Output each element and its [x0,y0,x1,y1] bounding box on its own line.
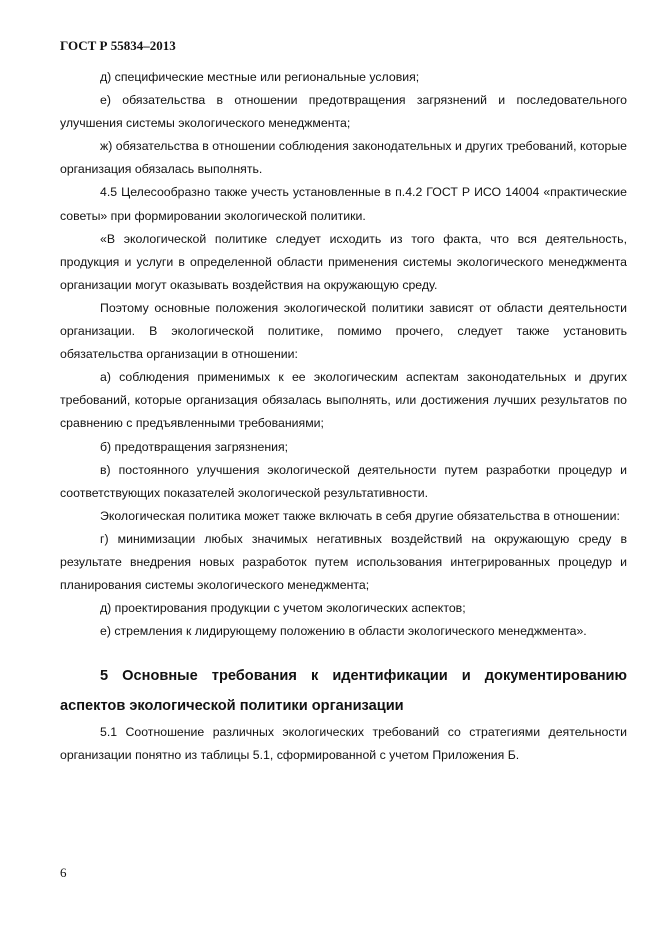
paragraph-item-d2: д) проектирования продукции с учетом экологических аспектов; [100,601,466,616]
paragraph-item-v: в) постоянного улучшения экологической деятельности путем разработки процедур и соответствующих показателей экологической результативности. [60,462,627,500]
paragraph-item-d: д) специфические местные или региональные условия; [100,70,420,84]
paragraph-item-zh: ж) обязательства в отношении соблюдения законодательных и других требований, которые организация обязалась выполнять. [60,139,627,177]
paragraph-clause-4-5: 4.5 Целесообразно также учесть установленные в п.4.2 ГОСТ Р ИСО 14004 «практические советы» при формировании экологической политики. [60,185,627,223]
paragraph-clause-5-1: 5.1 Соотношение различных экологических требований со стратегиями деятельности организации понятно из таблицы 5.1, сформированной с учетом Приложения Б. [60,725,627,763]
page-number: 6 [60,865,67,880]
paragraph-item-e: е) обязательства в отношении предотвращения загрязнений и последовательного улучшения системы экологического менеджмента; [60,93,627,131]
document-code-header: ГОСТ Р 55834–2013 [60,38,176,53]
section-5-heading: 5 Основные требования к идентификации и документированию аспектов экологической политики организации [60,668,627,715]
paragraph-item-g: г) минимизации любых значимых негативных воздействий на окружающую среду в результате внедрения новых разработок путем использования интегрированных процедур и планирования системы экологического менеджмента; [60,531,627,593]
paragraph-item-b: б) предотвращения загрязнения; [100,439,289,454]
document-body [60,66,627,768]
paragraph-policy-provisions: Поэтому основные положения экологической политики зависят от области деятельности организации. В экологической политике, помимо прочего, следует также установить обязательства организации в отношении: [60,300,627,362]
paragraph-item-a: а) соблюдения применимых к ее экологическим аспектам законодательных и других требований, которые организация обязалась выполнять, или достижения лучших результатов по сравнению с предъявленными требованиями; [60,370,627,431]
paragraph-other-obligations: Экологическая политика может также включать в себя другие обязательства в отношении: [100,508,620,523]
paragraph-item-e2: е) стремления к лидирующему положению в области экологического менеджмента». [100,624,587,639]
paragraph-quote-intro: «В экологической политике следует исходить из того факта, что вся деятельность, продукция и услуги в определенной области применения системы экологического менеджмента организации могут оказывать воздействия на окружающую среду. [60,231,627,292]
